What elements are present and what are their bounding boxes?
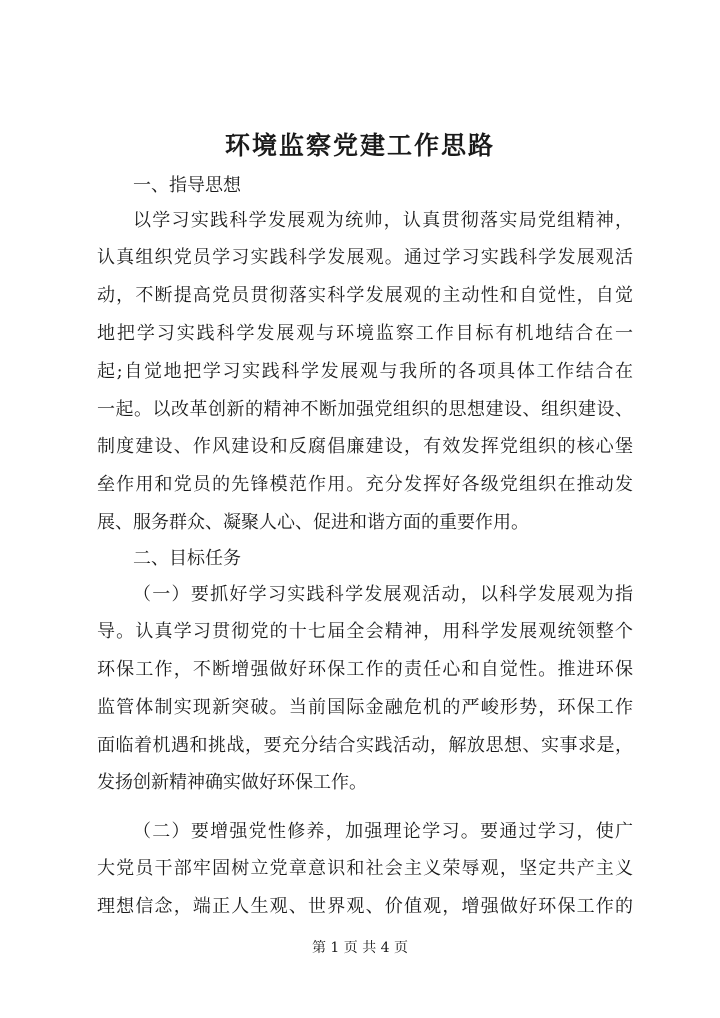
section-heading-goals: 二、目标任务 xyxy=(133,548,241,569)
paragraph-line: 起;自觉地把学习实践科学发展观与我所的各项具体工作结合在 xyxy=(97,361,633,382)
paragraph-line: （一）要抓好学习实践科学发展观活动，以科学发展观为指 xyxy=(133,584,633,605)
paragraph-line: 动，不断提高党员贯彻落实科学发展观的主动性和自觉性，自觉 xyxy=(97,285,633,306)
paragraph-line: 地把学习实践科学发展观与环境监察工作目标有机地结合在一 xyxy=(97,323,633,344)
paragraph-line: 垒作用和党员的先锋模范作用。充分发挥好各级党组织在推动发 xyxy=(97,474,633,495)
paragraph-line: 监管体制实现新突破。当前国际金融危机的严峻形势，环保工作 xyxy=(97,697,633,718)
paragraph-line: 制度建设、作风建设和反腐倡廉建设，有效发挥党组织的核心堡 xyxy=(97,436,633,457)
paragraph-line: 大党员干部牢固树立党章意识和社会主义荣辱观，坚定共产主义 xyxy=(97,858,633,879)
paragraph-line: 面临着机遇和挑战，要充分结合实践活动，解放思想、实事求是， xyxy=(97,735,633,756)
document-title: 环境监察党建工作思路 xyxy=(224,131,495,160)
paragraph-line: 环保工作，不断增强做好环保工作的责任心和自觉性。推进环保 xyxy=(97,659,633,680)
paragraph-line: 发扬创新精神确实做好环保工作。 xyxy=(97,772,367,793)
page-number-footer: 第 1 页 共 4 页 xyxy=(311,940,409,956)
paragraph-line: 以学习实践科学发展观为统帅，认真贯彻落实局党组精神， xyxy=(133,210,633,231)
paragraph-line: 一起。以改革创新的精神不断加强党组织的思想建设、组织建设、 xyxy=(97,399,633,420)
paragraph-line: 认真组织党员学习实践科学发展观。通过学习实践科学发展观活 xyxy=(97,247,633,268)
paragraph-line: 理想信念，端正人生观、世界观、价值观，增强做好环保工作的 xyxy=(97,896,633,917)
section-heading-guiding-thought: 一、指导思想 xyxy=(133,175,241,196)
paragraph-line: 导。认真学习贯彻党的十七届全会精神，用科学发展观统领整个 xyxy=(97,621,633,642)
paragraph-line: 展、服务群众、凝聚人心、促进和谐方面的重要作用。 xyxy=(97,512,529,533)
paragraph-line: （二）要增强党性修养，加强理论学习。要通过学习，使广 xyxy=(133,821,633,842)
